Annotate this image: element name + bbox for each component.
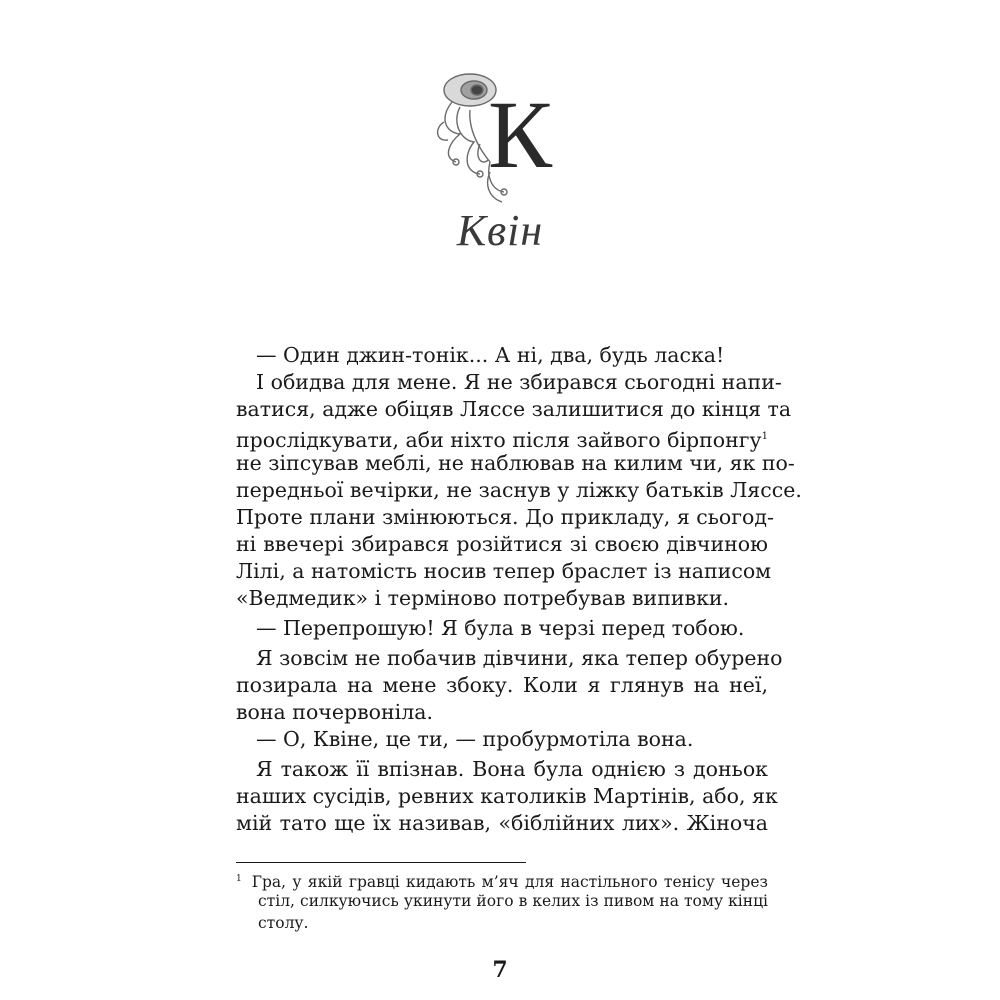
text-line: І обидва для мене. Я не збирався сьогодні напи- [256, 370, 782, 394]
text-line: передньої вечірки, не заснув у ліжку батьків Ляссе. [236, 478, 802, 502]
footnote-line: столу. [258, 914, 309, 932]
footnote-ref: 1 [761, 431, 768, 442]
body-text [236, 342, 802, 837]
text-line: ватися, адже обіцяв Ляссе залишитися до кінця та [236, 397, 792, 421]
footnote-line-content: Гра, у якій гравці кидають м’яч для настільного тенісу через [251, 873, 768, 892]
text-line: ні ввечері збирався розійтися зі своєю дівчиною [236, 532, 768, 556]
text-line: — О, Квіне, це ти, — пробурмотіла вона. [256, 727, 694, 751]
text-line: мій тато ще їх називав, «біблійних лих». Жіноча [236, 811, 768, 835]
text-line [236, 423, 768, 450]
chapter-title: Квін [456, 206, 544, 255]
footnote-line [236, 868, 768, 890]
peacock-feather-ornament-icon [430, 62, 553, 212]
footnote [236, 868, 768, 934]
text-line: — Перепрошую! Я була в черзі перед тобою. [256, 616, 745, 640]
text-line: — Один джин-тонік... А ні, два, будь ласка! [256, 343, 725, 367]
drop-cap-initial: К [488, 81, 553, 188]
footnote-divider [236, 862, 526, 863]
footnote-marker: 1 [236, 874, 242, 884]
text-line: «Ведмедик» і терміново потребував випивки. [236, 586, 730, 610]
text-line: Я зовсім не побачив дівчини, яка тепер обурено [256, 646, 783, 670]
text-line: не зіпсував меблі, не наблював на килим чи, як по- [236, 451, 795, 475]
text-line: позирала на мене збоку. Коли я глянув на неї, [236, 673, 768, 697]
text-line: вона почервоніла. [236, 700, 433, 724]
text-line: наших сусідів, ревних католиків Мартінів, або, як [236, 784, 778, 808]
footnote-line: стіл, силкуючись укинути його в келих із пивом на тому кінці [258, 892, 768, 910]
text-line: Лілі, а натомість носив тепер браслет із написом [236, 559, 772, 583]
text-line-content: прослідкувати, аби ніхто після зайвого бірпонгу [236, 427, 762, 452]
text-line: Я також її впізнав. Вона була однією з доньок [256, 757, 768, 781]
page-number: 7 [492, 957, 508, 983]
text-line: Проте плани змінюються. До прикладу, я сьогод- [236, 505, 774, 529]
